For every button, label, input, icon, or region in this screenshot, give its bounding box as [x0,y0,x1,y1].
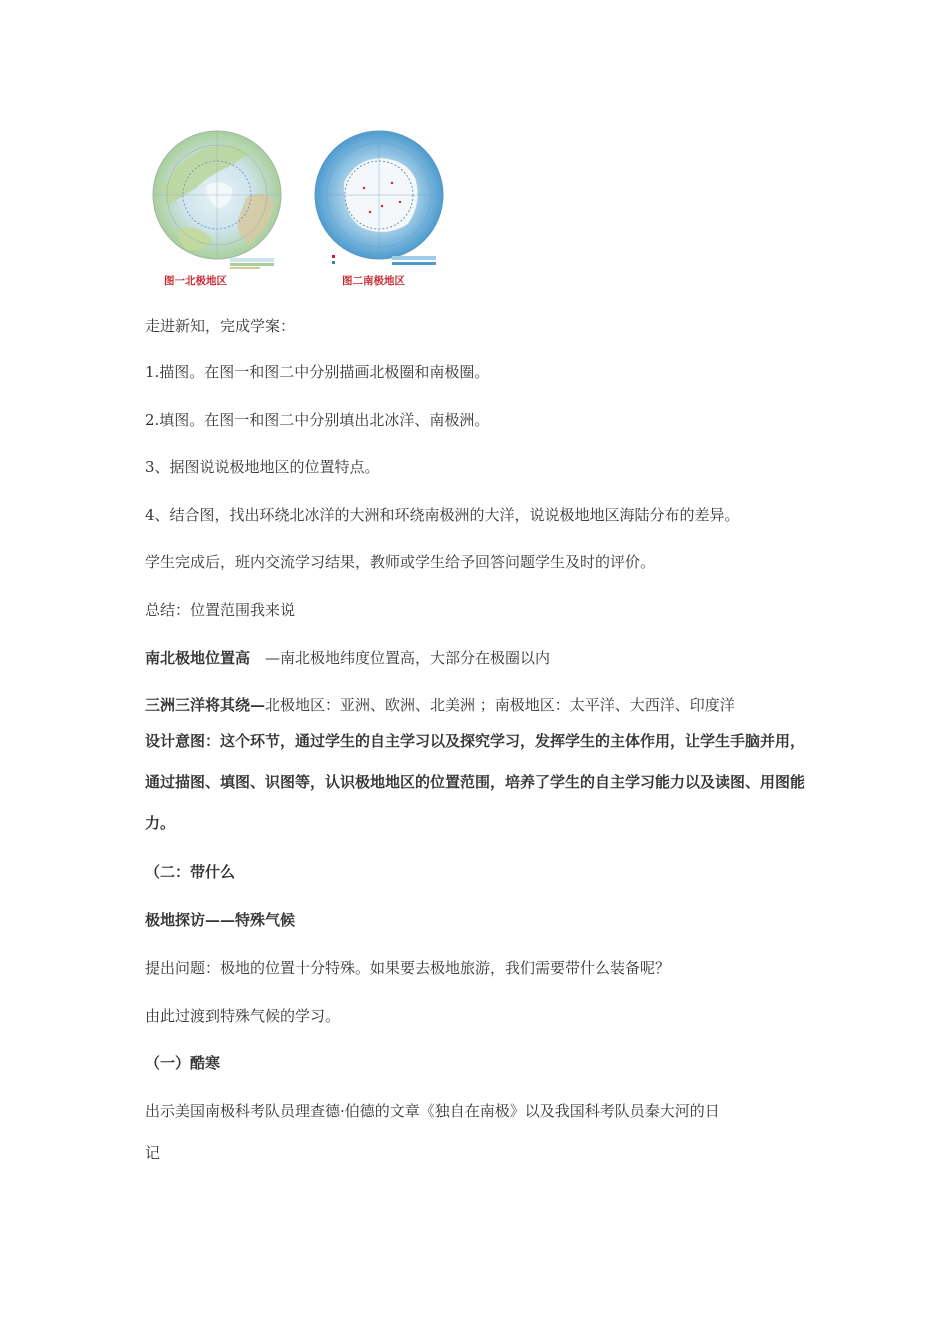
south-polar-map [312,128,446,262]
task-1: 1.描图。在图一和图二中分别描画北极圈和南极圈。 [145,363,490,381]
diary-line-2: 记 [145,1144,161,1162]
intro-text: 走进新知，完成学案： [145,317,296,335]
question-text: 提出问题：极地的位置十分特殊。如果要去极地旅游，我们需要带什么装备呢？ [145,959,671,977]
diary-line-1: 出示美国南极科考队员理查德·伯德的文章《独自在南极》以及我国科考队员秦大河的日 [145,1102,720,1120]
sub-heading-cold: （一）酷寒 [145,1054,221,1072]
north-polar-figure [150,128,284,287]
summary-text: 总结：位置范围我来说 [145,601,296,619]
task-2: 2.填图。在图一和图二中分别填出北冰洋、南极洲。 [145,411,490,429]
exchange-text: 学生完成后，班内交流学习结果，教师或学生给予回答问题学生及时的评价。 [145,553,656,571]
point-2-rest: 北极地区：亚洲、欧洲、北美洲 ；南极地区：太平洋、大西洋、印度洋 [265,696,735,714]
visit-heading: 极地探访——特殊气候 [145,911,296,929]
point-1-lead: 南北极地位置高 [145,649,251,667]
point-2-lead: 三洲三洋将其绕— [145,696,266,714]
south-polar-figure [312,128,446,287]
summary-point-2 [145,695,735,715]
task-4: 4、结合图，找出环绕北冰洋的大洲和环绕南极洲的大洋，说说极地地区海陆分布的差异。 [145,506,740,524]
south-map-legend [330,252,440,270]
design-intent: 设计意图：这个环节，通过学生的自主学习以及探究学习，发挥学生的主体作用，让学生手脑并用，通过描图、填图、识图等，认识极地地区的位置范围，培养了学生的自主学习能力以及读图、用图能力。 [145,732,806,832]
task-3: 3、据图说说极地地区的位置特点。 [145,458,380,476]
south-figure-caption: 图二南极地区 [342,275,405,287]
north-polar-map [150,128,284,262]
north-figure-caption: 图一北极地区 [164,275,227,287]
summary-point-1 [145,648,550,668]
point-1-rest: —南北极地纬度位置高，大部分在极圈以内 [250,649,551,667]
transition-text: 由此过渡到特殊气候的学习。 [145,1007,341,1025]
north-map-legend [168,254,278,272]
section-2-heading: （二：带什么 [145,863,236,881]
